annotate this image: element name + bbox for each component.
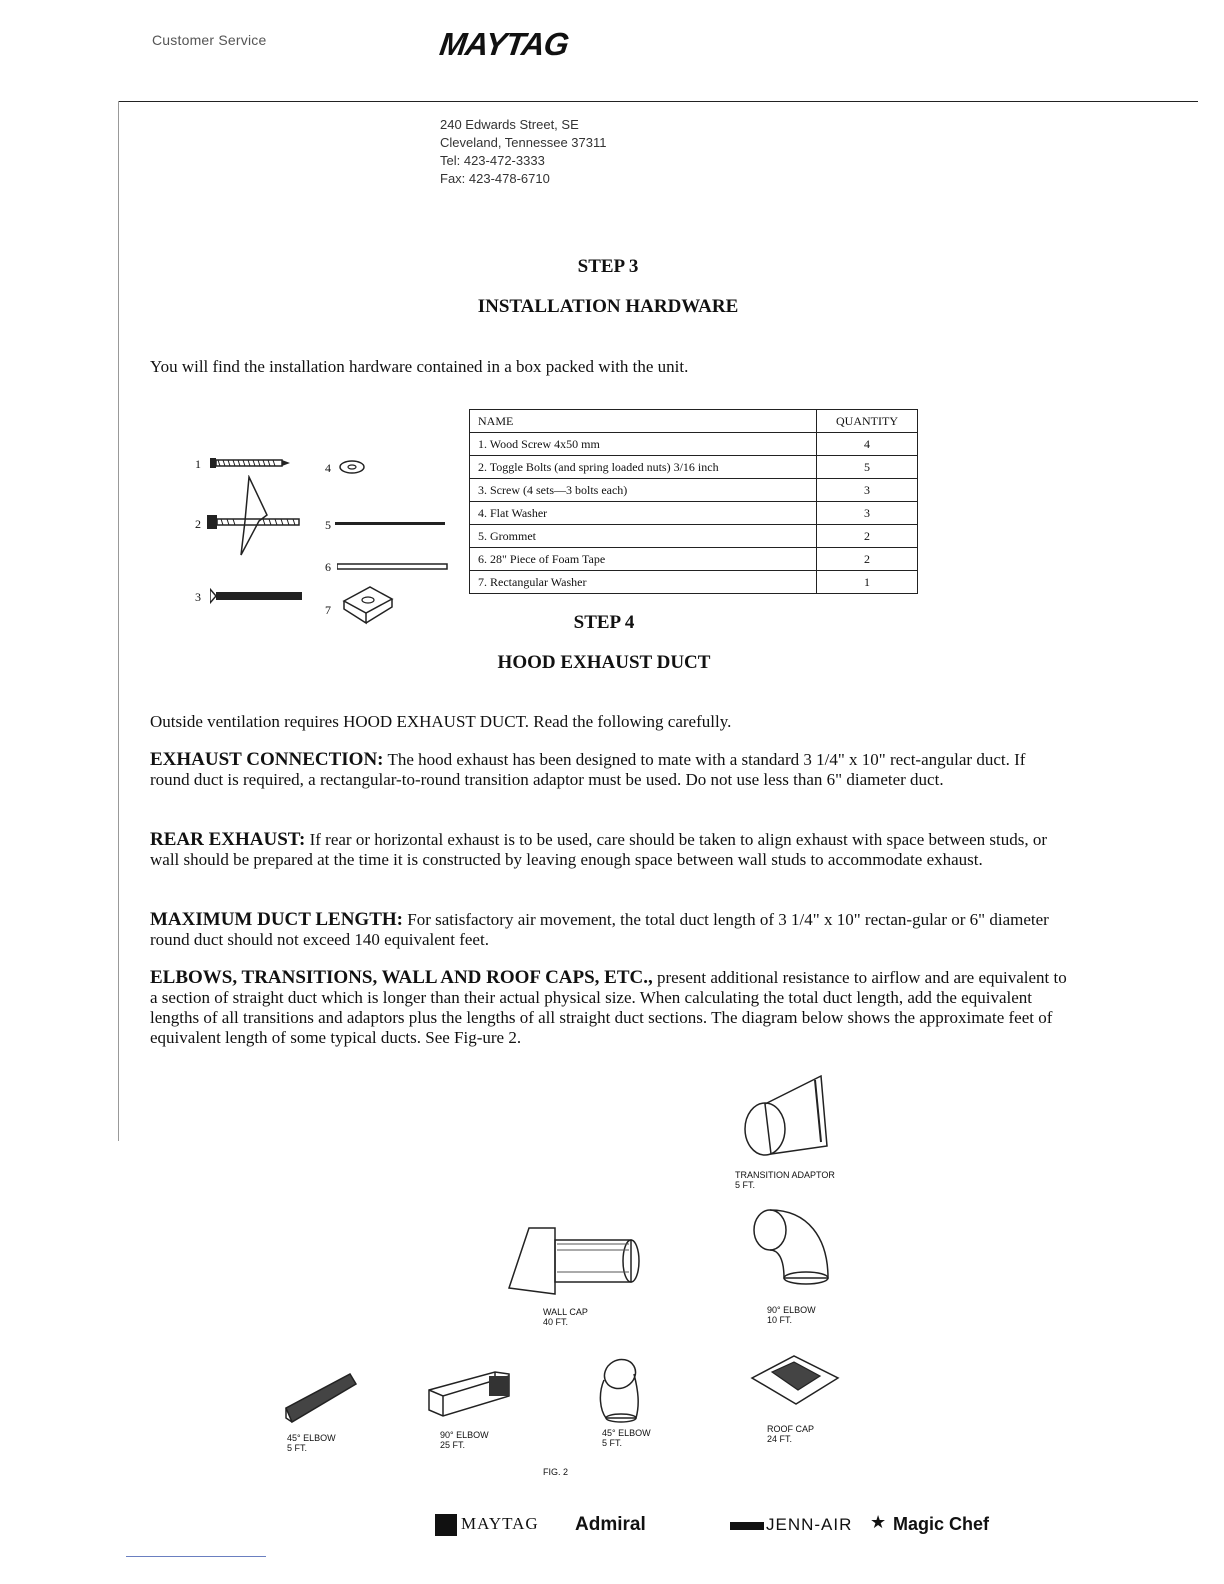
elbows-transitions-paragraph [150,968,1070,1048]
rectangular-washer-icon [340,583,395,625]
table-row [470,433,918,456]
hardware-table [469,409,918,594]
screw-icon [210,587,305,605]
table-row [470,502,918,525]
section-text: If rear or horizontal exhaust is to be used, care should be taken to align exhaust with space between studs, or wall should be prepared at the time it is constructed by leaving enough space between wall studs to accommodate exhaust. [150,830,1047,869]
foam-tape-icon [337,563,449,571]
part-number: 3 [195,590,201,604]
transition-adaptor-label: TRANSITION ADAPTOR 5 FT. [735,1170,835,1190]
wall-cap-icon [505,1222,645,1302]
section-label: ELBOWS, TRANSITIONS, WALL AND ROOF CAPS, ETC., [150,967,653,988]
magic-chef-hat-icon: ★ [870,1512,887,1532]
part-number: 6 [325,560,331,574]
round-45-elbow-icon [590,1354,650,1424]
rectangular-90-elbow-icon [425,1366,515,1426]
table-row [470,479,918,502]
jenn-air-mark-icon [730,1522,764,1530]
round-90-elbow-label: 90° ELBOW 10 FT. [767,1305,816,1325]
item-name: 7. Rectangular Washer [470,571,817,594]
item-name: 1. Wood Screw 4x50 mm [470,433,817,456]
table-row [470,525,918,548]
rectangular-90-elbow-label: 90° ELBOW 25 FT. [440,1430,489,1450]
section-text: present additional resistance to airflow and are equivalent to a section of straight duct which is longer than their actual physical size. When calculating the total duct length, add the equivalent lengths of all transitions and adaptors plus the lengths of all straight duct sections. The diagram below shows the approximate feet of equivalent length of some typical ducts. See Fig-ure 2. [150,968,1067,1047]
figure-caption: FIG. 2 [543,1467,569,1477]
step3-label: STEP 3 [577,256,639,277]
part-number: 2 [195,517,201,531]
step3-title: INSTALLATION HARDWARE [477,296,739,317]
item-quantity: 5 [817,456,918,479]
section-label: EXHAUST CONNECTION: [150,749,384,770]
part-number: 1 [195,457,201,471]
item-quantity: 3 [817,479,918,502]
table-row [470,548,918,571]
hardware-illustration [185,447,465,627]
address-line: 240 Edwards Street, SE [440,117,579,132]
wood-screw-icon [210,455,290,471]
step4-title: HOOD EXHAUST DUCT [497,652,711,673]
brand-jenn-air: JENN-AIR [766,1515,853,1534]
maytag-logo: MAYTAG [437,26,571,62]
table-header-row [470,410,918,433]
section-text: The hood exhaust has been designed to mate with a standard 3 1/4" x 10" rect-angular duct. If round duct is required, a rectangular-to-round transition adaptor must be used. Do not use less than 6" diameter duct. [150,750,1026,789]
company-address [440,116,606,188]
item-name: 6. 28" Piece of Foam Tape [470,548,817,571]
header-divider [118,101,1198,102]
table-row [470,456,918,479]
brand-magic-chef: Magic Chef [893,1514,990,1534]
item-name: 3. Screw (4 sets—3 bolts each) [470,479,817,502]
margin-line [118,101,119,1141]
flat-washer-icon [338,459,368,475]
footer-underline [126,1556,266,1557]
transition-adaptor-icon [735,1072,835,1167]
quantity-column-header: QUANTITY [817,410,918,433]
round-45-elbow-label: 45° ELBOW 5 FT. [602,1428,651,1448]
part-number: 7 [325,603,331,617]
rear-exhaust-paragraph [150,830,1062,870]
item-quantity: 1 [817,571,918,594]
section-label: REAR EXHAUST: [150,829,306,850]
item-quantity: 4 [817,433,918,456]
brand-maytag: MAYTAG [461,1514,539,1533]
roof-cap-icon [748,1352,843,1412]
grommet-icon [335,521,447,527]
address-phone: Tel: 423-472-3333 [440,153,545,168]
name-column-header: NAME [470,410,817,433]
item-quantity: 2 [817,525,918,548]
section-label: MAXIMUM DUCT LENGTH: [150,909,403,930]
exhaust-connection-paragraph [150,750,1062,790]
address-line: Cleveland, Tennessee 37311 [440,135,607,150]
item-name: 2. Toggle Bolts (and spring loaded nuts) 3/16 inch [470,456,817,479]
maytag-m-icon [435,1514,457,1536]
department-label: Customer Service [152,32,267,48]
toggle-bolt-icon [207,475,302,570]
roof-cap-label: ROOF CAP 24 FT. [767,1424,815,1444]
brand-admiral: Admiral [575,1514,646,1535]
wall-cap-label: WALL CAP 40 FT. [543,1307,588,1327]
part-number: 5 [325,518,331,532]
rectangular-45-elbow-label: 45° ELBOW 5 FT. [287,1433,336,1453]
part-number: 4 [325,461,331,475]
maximum-duct-length-paragraph [150,910,1062,950]
item-name: 5. Grommet [470,525,817,548]
item-quantity: 3 [817,502,918,525]
address-fax: Fax: 423-478-6710 [440,171,550,186]
round-90-elbow-icon [748,1208,838,1288]
item-quantity: 2 [817,548,918,571]
section-text: For satisfactory air movement, the total duct length of 3 1/4" x 10" rectan-gular or 6" diameter round duct should not exceed 140 equivalent feet. [150,910,1049,949]
item-name: 4. Flat Washer [470,502,817,525]
footer-brands [435,1510,1015,1546]
step4-intro: Outside ventilation requires HOOD EXHAUST DUCT. Read the following carefully. [150,712,732,731]
step3-intro: You will find the installation hardware contained in a box packed with the unit. [150,357,689,376]
table-row [470,571,918,594]
rectangular-45-elbow-icon [280,1368,360,1430]
step4-label: STEP 4 [573,612,635,633]
